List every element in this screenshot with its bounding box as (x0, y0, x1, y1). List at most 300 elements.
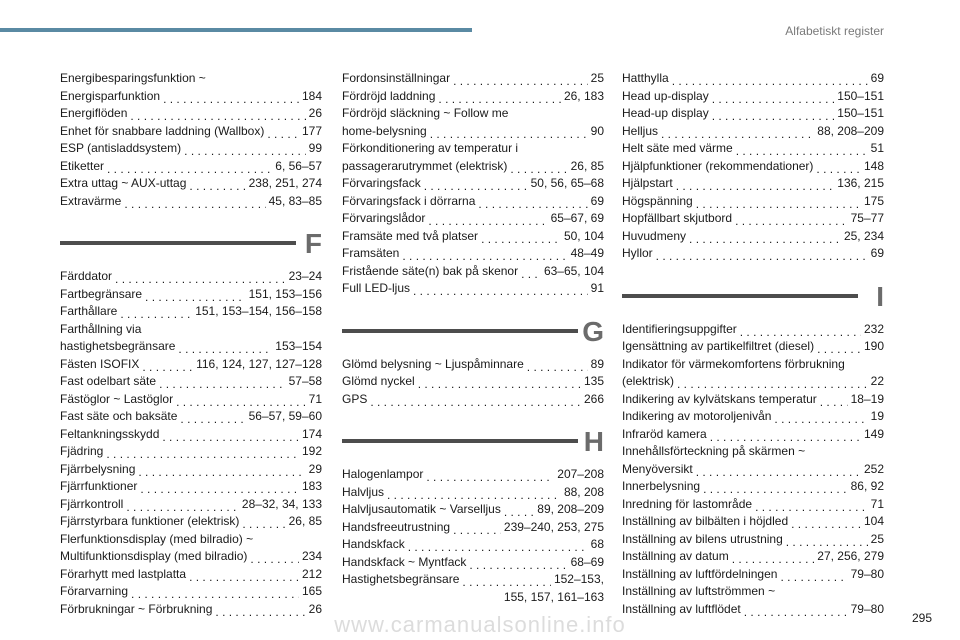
entry-term: Extra uttag ~ AUX-uttag (60, 176, 187, 190)
index-entry (342, 356, 604, 374)
entry-text-line: Flerfunktionsdisplay (med bilradio) ~ (60, 531, 254, 546)
index-entry (60, 408, 322, 426)
section-divider (342, 329, 578, 333)
index-entry (342, 519, 604, 537)
index-entry (342, 484, 604, 502)
dot-leader (424, 181, 528, 195)
entry-term: ESP (antisladdsystem) (60, 141, 182, 155)
index-entry (60, 105, 322, 123)
index-entry (60, 373, 322, 391)
index-entry (342, 228, 604, 246)
entry-term: Handskfack (342, 537, 405, 551)
entry-page-refs: 88, 208–209 (817, 123, 884, 138)
index-entry (342, 88, 604, 106)
dot-leader (740, 327, 861, 341)
index-entry (342, 175, 604, 193)
entry-page-refs: 99 (308, 141, 322, 155)
index-entry (60, 531, 322, 566)
index-entry (342, 466, 604, 484)
index-column (342, 70, 604, 606)
entry-term: Farthållare (60, 304, 118, 318)
index-entry (60, 70, 322, 105)
index-entry (622, 338, 884, 356)
index-entry (60, 583, 322, 601)
entry-page-refs: 165 (301, 584, 322, 598)
entry-term: Fast säte och baksäte (60, 409, 178, 423)
entry-term: Helljus (622, 123, 659, 138)
dot-leader (703, 484, 848, 498)
entry-page-refs: 68 (590, 537, 604, 551)
dot-leader (145, 292, 246, 306)
index-entry (622, 548, 884, 566)
entry-page-refs: 91 (590, 281, 604, 295)
entry-term: Högspänning (622, 193, 693, 208)
entry-page-refs: 27, 256, 279 (817, 549, 884, 563)
index-entry (342, 140, 604, 175)
index-entry (60, 286, 322, 304)
index-entry (622, 443, 884, 478)
entry-term: Färddator (60, 269, 113, 283)
dot-leader (736, 146, 868, 160)
index-entry (622, 210, 884, 228)
dot-leader (162, 432, 299, 446)
entry-term: Multifunktionsdisplay (med bilradio) (60, 549, 248, 563)
entry-term: Huvudmeny (622, 228, 687, 243)
entry-term: Fästen ISOFIX (60, 356, 140, 371)
entry-term: Fartbegränsare (60, 286, 143, 301)
entry-page-refs: 234 (301, 549, 322, 563)
entry-term: Fördröjd laddning (342, 88, 436, 103)
index-entry (342, 571, 604, 606)
letter-section-header (342, 426, 604, 460)
entry-page-refs: 136, 215 (837, 176, 884, 190)
entry-text-line: Farthållning via (60, 321, 142, 336)
section-letter: I (876, 280, 884, 312)
dot-leader (426, 472, 554, 486)
entry-term: Fast odelbart säte (60, 374, 157, 388)
entry-page-refs: 22 (870, 374, 884, 388)
index-entry (342, 536, 604, 554)
entry-term: Etiketter (60, 158, 105, 173)
entry-page-refs: 116, 124, 127, 127–128 (196, 356, 322, 371)
index-entry (60, 321, 322, 356)
dot-leader (140, 484, 299, 498)
entry-term: Hopfällbart skjutbord (622, 211, 733, 225)
dot-leader (189, 572, 299, 586)
index-entry (60, 391, 322, 409)
entry-term: Helt säte med värme (622, 141, 733, 155)
dot-leader (712, 94, 835, 108)
index-entry (342, 280, 604, 298)
index-entry (622, 70, 884, 88)
entry-term: Indikering av motoroljenivån (622, 409, 772, 423)
index-entry (622, 513, 884, 531)
entry-term: Infraröd kamera (622, 426, 707, 441)
entry-page-refs: 45, 83–85 (268, 193, 322, 208)
dot-leader (189, 181, 245, 195)
index-entry (342, 501, 604, 519)
index-entry (622, 408, 884, 426)
entry-term: Inredning för lastområde (622, 496, 753, 511)
entry-term: Identifieringsuppgifter (622, 321, 737, 336)
entry-term: Hjälpstart (622, 176, 673, 190)
entry-term: Full LED-ljus (342, 281, 411, 295)
index-entry (622, 245, 884, 263)
entry-term: Head up-display (622, 88, 709, 103)
entry-term: Förvaringslådor (342, 211, 426, 225)
index-entry (622, 105, 884, 123)
dot-leader (504, 507, 534, 521)
letter-section-header (60, 228, 322, 262)
entry-page-refs: 104 (863, 514, 884, 528)
index-entry (60, 268, 322, 286)
dot-leader (428, 216, 547, 230)
entry-page-refs: 150–151 (837, 88, 884, 103)
dot-leader (816, 164, 861, 178)
entry-page-refs: 149 (863, 426, 884, 441)
dot-leader (510, 164, 567, 178)
dot-leader (735, 216, 848, 230)
entry-page-refs: 69 (590, 193, 604, 208)
entry-page-refs: 26 (308, 106, 322, 120)
dot-leader (130, 111, 305, 125)
entry-page-refs: 71 (308, 391, 322, 406)
dot-leader (408, 542, 588, 556)
entry-term: Inställning av luftflödet (622, 601, 741, 616)
dot-leader (242, 519, 285, 533)
dot-leader (780, 572, 847, 586)
index-entry (60, 478, 322, 496)
index-entry (622, 158, 884, 176)
entry-page-refs: 68–69 (570, 554, 604, 569)
entry-page-refs: 23–24 (288, 269, 322, 283)
entry-page-refs: 26, 85 (288, 514, 322, 528)
index-entry (342, 210, 604, 228)
index-entry (342, 105, 604, 140)
entry-term: Igensättning av partikelfiltret (diesel) (622, 339, 815, 353)
index-entry (60, 123, 322, 141)
dot-leader (124, 199, 265, 213)
section-letter: G (582, 315, 604, 347)
entry-term: Handsfreeutrustning (342, 519, 451, 534)
dot-leader (696, 467, 861, 481)
entry-term: Hjälpfunktioner (rekommendationer) (622, 158, 814, 173)
page-number: 295 (911, 611, 932, 625)
entry-term: Förvaringsfack i dörrarna (342, 193, 476, 208)
index-entry (60, 461, 322, 479)
dot-leader (138, 467, 305, 481)
entry-text-line: Indikator för värmekomfortens förbrukning (622, 356, 845, 371)
index-entry (342, 70, 604, 88)
entry-term: Förarvarning (60, 584, 129, 598)
dot-leader (656, 251, 868, 265)
dot-leader (696, 199, 861, 213)
entry-page-refs: 79–80 (850, 601, 884, 616)
index-column (60, 70, 322, 618)
index-entry (60, 193, 322, 211)
entry-term: Framsäte med två platser (342, 228, 479, 243)
entry-page-refs-continued: 155, 157, 161–163 (503, 589, 604, 604)
entry-page-refs: 174 (301, 426, 322, 441)
dot-leader (267, 129, 299, 143)
dot-leader (163, 94, 299, 108)
dot-leader (418, 379, 581, 393)
entry-page-refs: 266 (583, 391, 604, 406)
dot-leader (438, 94, 561, 108)
index-entry (342, 263, 604, 281)
index-entry (622, 321, 884, 339)
index-entry (622, 426, 884, 444)
section-divider (60, 241, 296, 245)
index-entry (60, 175, 322, 193)
entry-page-refs: 69 (870, 71, 884, 85)
dot-leader (107, 164, 272, 178)
entry-term: Energisparfunktion (60, 88, 161, 103)
dot-leader (732, 554, 815, 568)
section-title: Alfabetiskt register (785, 24, 884, 38)
entry-page-refs: 25 (870, 531, 884, 546)
entry-page-refs: 50, 104 (563, 228, 604, 243)
entry-page-refs: 48–49 (570, 246, 604, 260)
entry-page-refs: 25, 234 (843, 228, 884, 243)
entry-page-refs: 57–58 (288, 374, 322, 388)
entry-page-refs: 19 (870, 409, 884, 423)
dot-leader (413, 286, 588, 300)
entry-term: Extravärme (60, 193, 122, 208)
entry-term: GPS (342, 391, 368, 406)
entry-text-line: Energibesparingsfunktion ~ (60, 71, 206, 85)
dot-leader (402, 251, 567, 265)
entry-text-line: Förkonditionering av temperatur i (342, 141, 519, 155)
entry-term: Fjärrfunktioner (60, 479, 138, 493)
index-entry (622, 391, 884, 409)
entry-page-refs: 190 (863, 339, 884, 353)
entry-page-refs: 232 (863, 321, 884, 336)
entry-page-refs: 69 (870, 246, 884, 260)
entry-page-refs: 184 (301, 88, 322, 103)
entry-page-refs: 150–151 (837, 106, 884, 120)
entry-page-refs: 51 (870, 141, 884, 155)
entry-term: Fästöglor ~ Lastöglor (60, 391, 174, 406)
entry-term: Förbrukningar ~ Förbrukning (60, 601, 213, 616)
entry-page-refs: 239–240, 253, 275 (503, 519, 604, 534)
index-entry (60, 496, 322, 514)
entry-text-line: Inställning av luftströmmen ~ (622, 584, 776, 598)
entry-page-refs: 29 (308, 461, 322, 476)
entry-page-refs: 75–77 (850, 211, 884, 225)
index-entry (622, 531, 884, 549)
index-entry (60, 566, 322, 584)
section-letter: F (304, 228, 322, 259)
dot-leader (710, 432, 861, 446)
dot-leader (469, 560, 567, 574)
entry-term: Förvaringsfack (342, 176, 421, 190)
entry-page-refs: 56–57, 59–60 (248, 409, 322, 423)
entry-page-refs: 90 (590, 123, 604, 138)
entry-term: Hyllor (622, 246, 653, 260)
dot-leader (478, 199, 587, 213)
dot-leader (462, 577, 551, 591)
dot-leader (131, 589, 299, 603)
entry-term: passagerarutrymmet (elektrisk) (342, 158, 508, 173)
entry-term: Fordonsinställningar (342, 71, 451, 85)
dot-leader (521, 269, 541, 283)
entry-page-refs: 88, 208 (563, 484, 604, 499)
index-entry (342, 193, 604, 211)
index-entry (622, 88, 884, 106)
index-entry (622, 496, 884, 514)
entry-term: Hatthylla (622, 71, 669, 85)
index-entry (60, 158, 322, 176)
entry-page-refs: 26 (308, 601, 322, 616)
entry-page-refs: 252 (863, 461, 884, 476)
dot-leader (430, 129, 588, 143)
entry-page-refs: 148 (863, 158, 884, 173)
index-entry (60, 443, 322, 461)
letter-section-header (342, 315, 604, 350)
entry-page-refs: 26, 85 (570, 158, 604, 173)
dot-leader (481, 234, 561, 248)
section-divider (342, 439, 578, 443)
index-entry (622, 228, 884, 246)
entry-text-line: Innehållsförteckning på skärmen ~ (622, 444, 806, 458)
entry-page-refs: 89, 208–209 (537, 502, 604, 516)
header-accent-bar (0, 28, 472, 32)
dot-leader (126, 502, 239, 516)
entry-term: Indikering av kylvätskans temperatur (622, 391, 817, 406)
dot-leader (250, 554, 299, 568)
entry-text-line: Fördröjd släckning ~ Follow me (342, 106, 509, 120)
entry-page-refs: 183 (301, 479, 322, 493)
entry-term: Innerbelysning (622, 479, 701, 493)
dot-leader (689, 234, 841, 248)
entry-term: Framsäten (342, 246, 400, 260)
dot-leader (820, 397, 848, 411)
entry-page-refs: 6, 56–57 (275, 158, 322, 173)
entry-term: Handskfack ~ Myntfack (342, 554, 467, 569)
entry-page-refs: 26, 183 (563, 88, 604, 103)
dot-leader (453, 76, 588, 90)
dot-leader (184, 146, 305, 160)
entry-term: Halvljus (342, 484, 385, 499)
index-entry (342, 245, 604, 263)
index-entry (622, 566, 884, 584)
dot-leader (676, 181, 835, 195)
entry-term: Head-up display (622, 106, 709, 120)
dot-leader (677, 379, 868, 393)
entry-page-refs: 135 (583, 374, 604, 388)
index-entry (342, 373, 604, 391)
entry-page-refs: 192 (301, 444, 322, 458)
dot-leader (712, 111, 835, 125)
entry-term: Enhet för snabbare laddning (Wallbox) (60, 123, 265, 138)
entry-page-refs: 79–80 (850, 566, 884, 581)
entry-page-refs: 28–32, 34, 133 (241, 496, 322, 511)
dot-leader (453, 525, 501, 539)
entry-term: Inställning av bilens utrustning (622, 531, 783, 546)
entry-term: hastighetsbegränsare (60, 339, 176, 353)
entry-page-refs: 175 (863, 193, 884, 208)
entry-term: Fjärrkontroll (60, 496, 124, 511)
letter-section-header (622, 280, 884, 315)
index-column (622, 70, 884, 618)
entry-page-refs: 151, 153–154, 156–158 (195, 304, 322, 318)
dot-leader (661, 129, 814, 143)
section-divider (622, 294, 858, 298)
index-entry (342, 554, 604, 572)
index-entry (60, 356, 322, 374)
dot-leader (159, 379, 286, 393)
dot-leader (176, 397, 306, 411)
dot-leader (178, 344, 272, 358)
entry-page-refs: 50, 56, 65–68 (530, 176, 604, 190)
entry-page-refs: 63–65, 104 (543, 263, 604, 278)
entry-term: Inställning av luftfördelningen (622, 566, 778, 581)
dot-leader (786, 537, 868, 551)
dot-leader (817, 344, 861, 358)
entry-term: Energiflöden (60, 106, 128, 120)
index-entry (622, 140, 884, 158)
entry-page-refs: 18–19 (850, 391, 884, 406)
entry-term: Fjärrstyrbara funktioner (elektrisk) (60, 514, 240, 528)
entry-page-refs: 153–154 (275, 339, 322, 353)
entry-term: Fjädring (60, 444, 104, 458)
dot-leader (774, 414, 867, 428)
entry-term: Inställning av bilbälten i höjdled (622, 514, 789, 528)
entry-page-refs: 177 (301, 123, 322, 138)
index-entry (60, 303, 322, 321)
index-entry (622, 356, 884, 391)
entry-page-refs: 207–208 (557, 467, 604, 481)
entry-term: Glömd nyckel (342, 374, 415, 388)
entry-page-refs: 238, 251, 274 (248, 176, 322, 190)
index-entry (60, 513, 322, 531)
index-entry (342, 391, 604, 409)
entry-page-refs: 71 (870, 496, 884, 511)
entry-page-refs: 89 (590, 356, 604, 371)
entry-page-refs: 212 (301, 566, 322, 581)
entry-page-refs: 25 (590, 71, 604, 85)
entry-term: Halvljusautomatik ~ Varselljus (342, 502, 501, 516)
section-letter: H (583, 426, 604, 457)
index-entry (622, 175, 884, 193)
watermark: www.carmanualsonline.info (334, 612, 626, 637)
entry-page-refs: 151, 153–156 (248, 286, 322, 301)
entry-term: home-belysning (342, 123, 427, 138)
entry-term: Glömd belysning ~ Ljuspåminnare (342, 356, 524, 371)
index-entry (60, 426, 322, 444)
dot-leader (142, 362, 193, 376)
entry-term: Halogenlampor (342, 467, 424, 481)
entry-term: Hastighetsbegränsare (342, 572, 460, 586)
dot-leader (527, 362, 588, 376)
dot-leader (791, 519, 861, 533)
entry-term: Fjärrbelysning (60, 461, 136, 476)
entry-term: (elektrisk) (622, 374, 675, 388)
index-entry (622, 123, 884, 141)
dot-leader (115, 274, 286, 288)
index-entry (622, 478, 884, 496)
dot-leader (387, 490, 561, 504)
entry-term: Fristående säte(n) bak på skenor (342, 263, 519, 278)
dot-leader (672, 76, 868, 90)
dot-leader (106, 449, 299, 463)
index-entry (60, 140, 322, 158)
entry-term: Menyöversikt (622, 461, 693, 476)
dot-leader (755, 502, 868, 516)
entry-term: Feltankningsskydd (60, 426, 160, 441)
entry-term: Förarhytt med lastplatta (60, 566, 187, 581)
